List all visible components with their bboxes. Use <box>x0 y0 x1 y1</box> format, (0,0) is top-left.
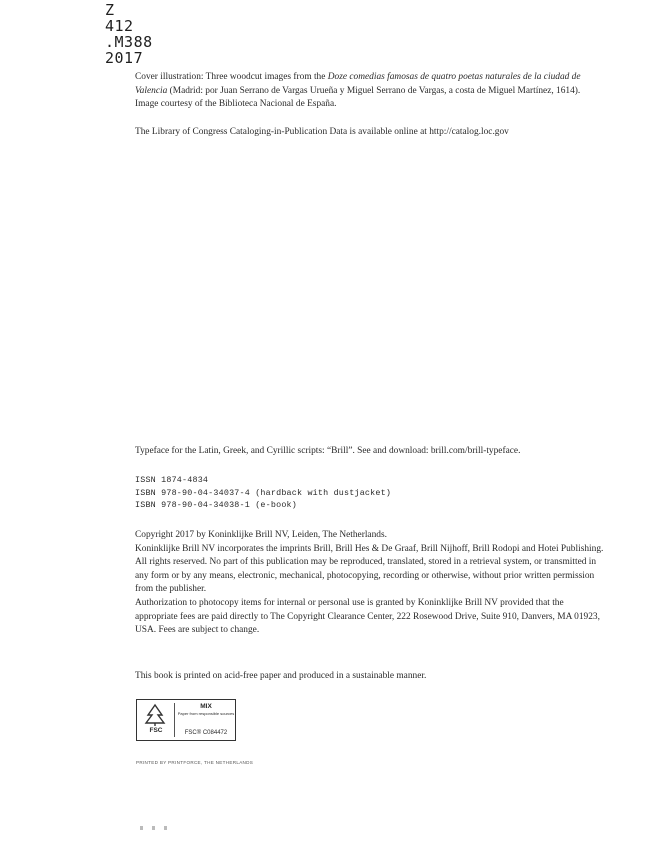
issn-line: ISSN 1874-4834 <box>135 475 209 485</box>
cover-illustration-note <box>135 71 605 112</box>
fsc-sub: Paper from responsible sources <box>177 711 235 716</box>
page-foot-marks <box>140 826 180 830</box>
typeface-text: Typeface for the Latin, Greek, and Cyrillic scripts: “Brill”. See and download: brill.com/brill-typeface. <box>135 446 521 456</box>
typeface-note <box>135 445 605 459</box>
call-number-line: 2017 <box>105 49 144 67</box>
printed-by-line: PRINTED BY PRINTFORCE, THE NETHERLANDS <box>136 760 254 765</box>
fsc-divider <box>174 703 175 737</box>
call-number-line: .M388 <box>105 33 153 51</box>
acid-free-text: This book is printed on acid-free paper and produced in a sustainable manner. <box>135 671 427 681</box>
photocopy-authorization-line: Authorization to photocopy items for internal or personal use is granted by Koninklijke Brill NV provided that the appropriate fees are paid directly to The Copyright Clearance Center, 222 Rosewood Drive, Suite 910, Danvers, MA 01923, USA. Fees are subject to change. <box>135 597 600 636</box>
cover-suffix: (Madrid: por Juan Serrano de Vargas Urueña y Miguel Serrano de Vargas, a costa de Miguel Martínez, 1614). Image courtesy of the Biblioteca Nacional de España. <box>135 85 581 110</box>
copyright-block <box>135 529 605 638</box>
cover-book-title: Doze comedias famosas de quatro poetas naturales de la ciudad de Valencia <box>135 72 581 96</box>
cip-text: The Library of Congress Cataloging-in-Publication Data is available online at http://catalog.loc.gov <box>135 127 509 137</box>
fsc-label <box>136 699 236 741</box>
call-number-line: 412 <box>105 17 134 35</box>
handwritten-call-number <box>105 2 153 66</box>
isbn-block <box>135 474 605 512</box>
fsc-logo-text: FSC <box>149 727 163 734</box>
imprints-line: Koninklijke Brill NV incorporates the imprints Brill, Brill Hes & De Graaf, Brill Nijhoff, Brill Rodopi and Hotei Publishing. <box>135 543 604 554</box>
isbn-hardback-line: ISBN 978-90-04-34037-4 (hardback with dustjacket) <box>135 487 392 498</box>
call-number-line: Z <box>105 1 115 19</box>
fsc-mix: MIX <box>200 703 212 710</box>
acid-free-note <box>135 670 605 684</box>
fsc-code: FSC® C084472 <box>184 730 228 736</box>
isbn-ebook-line: ISBN 978-90-04-34038-1 (e-book) <box>135 500 298 510</box>
rights-reserved-line: All rights reserved. No part of this publication may be reproduced, translated, stored in a retrieval system, or transmitted in any form or by any means, electronic, mechanical, photocopying, recording or otherwise, without prior written permission from the publisher. <box>135 557 597 595</box>
cip-note <box>135 126 605 140</box>
copyright-line: Copyright 2017 by Koninklijke Brill NV, Leiden, The Netherlands. <box>135 530 387 540</box>
cover-prefix: Cover illustration: Three woodcut images from the <box>135 72 328 82</box>
